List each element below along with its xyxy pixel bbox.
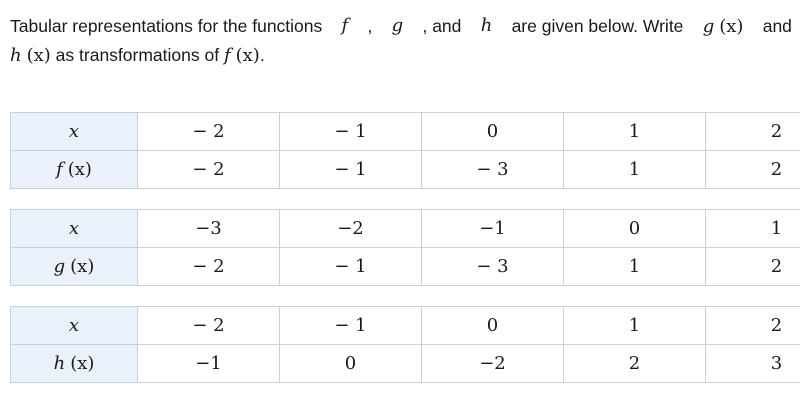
prompt-text: . xyxy=(259,45,265,65)
problem-statement xyxy=(10,12,792,70)
prompt-text: and xyxy=(762,16,792,36)
table-cell: 0 xyxy=(564,210,706,248)
row-header-x: x xyxy=(11,210,138,248)
row-header-hx xyxy=(11,345,138,383)
table-row-x xyxy=(11,307,800,345)
table-cell: − 1 xyxy=(280,307,422,345)
table-cell: −1 xyxy=(422,210,564,248)
table-cell: −2 xyxy=(280,210,422,248)
table-cell: 3 xyxy=(706,345,800,383)
fn-name: g xyxy=(53,256,66,277)
table-cell: − 3 xyxy=(422,248,564,286)
fn-name: h xyxy=(53,353,66,374)
table-h xyxy=(10,306,800,383)
table-cell: 2 xyxy=(706,248,800,286)
table-row-hx xyxy=(11,345,800,383)
prompt-text: Tabular representations for the functions xyxy=(10,16,323,36)
table-cell: 2 xyxy=(706,307,800,345)
fn-arg: (x) xyxy=(70,256,95,277)
prompt-text: are given below. Write xyxy=(511,16,684,36)
table-cell: −2 xyxy=(422,345,564,383)
math-arg: (x) xyxy=(26,45,51,66)
table-cell: −1 xyxy=(138,345,280,383)
table-cell: 2 xyxy=(564,345,706,383)
table-cell: 2 xyxy=(706,151,800,189)
table-row-x xyxy=(11,210,800,248)
fn-arg: (x) xyxy=(67,159,92,180)
table-cell: 0 xyxy=(422,113,564,151)
prompt-text: as transformations of xyxy=(55,45,220,65)
math-arg: (x) xyxy=(719,16,744,37)
row-header-x: x xyxy=(11,113,138,151)
table-cell: − 1 xyxy=(280,248,422,286)
table-cell: − 1 xyxy=(280,151,422,189)
math-f-name: f xyxy=(223,45,231,66)
fn-name: f xyxy=(56,159,63,180)
table-cell: − 2 xyxy=(138,248,280,286)
math-g: g xyxy=(391,15,404,36)
row-header-x: x xyxy=(11,307,138,345)
math-h: h xyxy=(480,15,493,36)
row-header-fx xyxy=(11,151,138,189)
math-g-name: g xyxy=(702,16,715,37)
table-row-fx xyxy=(11,151,800,189)
table-cell: − 3 xyxy=(422,151,564,189)
math-arg: (x) xyxy=(235,45,260,66)
table-f xyxy=(10,112,800,189)
table-g xyxy=(10,209,800,286)
math-g-of-x xyxy=(703,12,744,41)
table-row-x xyxy=(11,113,800,151)
table-cell: − 2 xyxy=(138,307,280,345)
table-cell: − 2 xyxy=(138,113,280,151)
table-cell: 0 xyxy=(422,307,564,345)
table-cell: 2 xyxy=(706,113,800,151)
row-header-gx xyxy=(11,248,138,286)
math-f: f xyxy=(341,15,349,36)
table-row-gx xyxy=(11,248,800,286)
table-cell: 1 xyxy=(564,307,706,345)
fn-arg: (x) xyxy=(70,353,95,374)
prompt-text: , xyxy=(367,16,373,36)
table-cell: − 2 xyxy=(138,151,280,189)
table-cell: 1 xyxy=(564,248,706,286)
math-f-of-x xyxy=(224,41,260,70)
table-cell: 1 xyxy=(706,210,800,248)
table-cell: −3 xyxy=(138,210,280,248)
math-h-name: h xyxy=(10,45,22,66)
table-cell: − 1 xyxy=(280,113,422,151)
math-h-of-x xyxy=(10,41,51,70)
table-cell: 1 xyxy=(564,113,706,151)
table-cell: 0 xyxy=(280,345,422,383)
problem-line-2 xyxy=(10,41,792,70)
prompt-text: , and xyxy=(422,16,462,36)
table-cell: 1 xyxy=(564,151,706,189)
problem-line-1 xyxy=(10,12,792,41)
